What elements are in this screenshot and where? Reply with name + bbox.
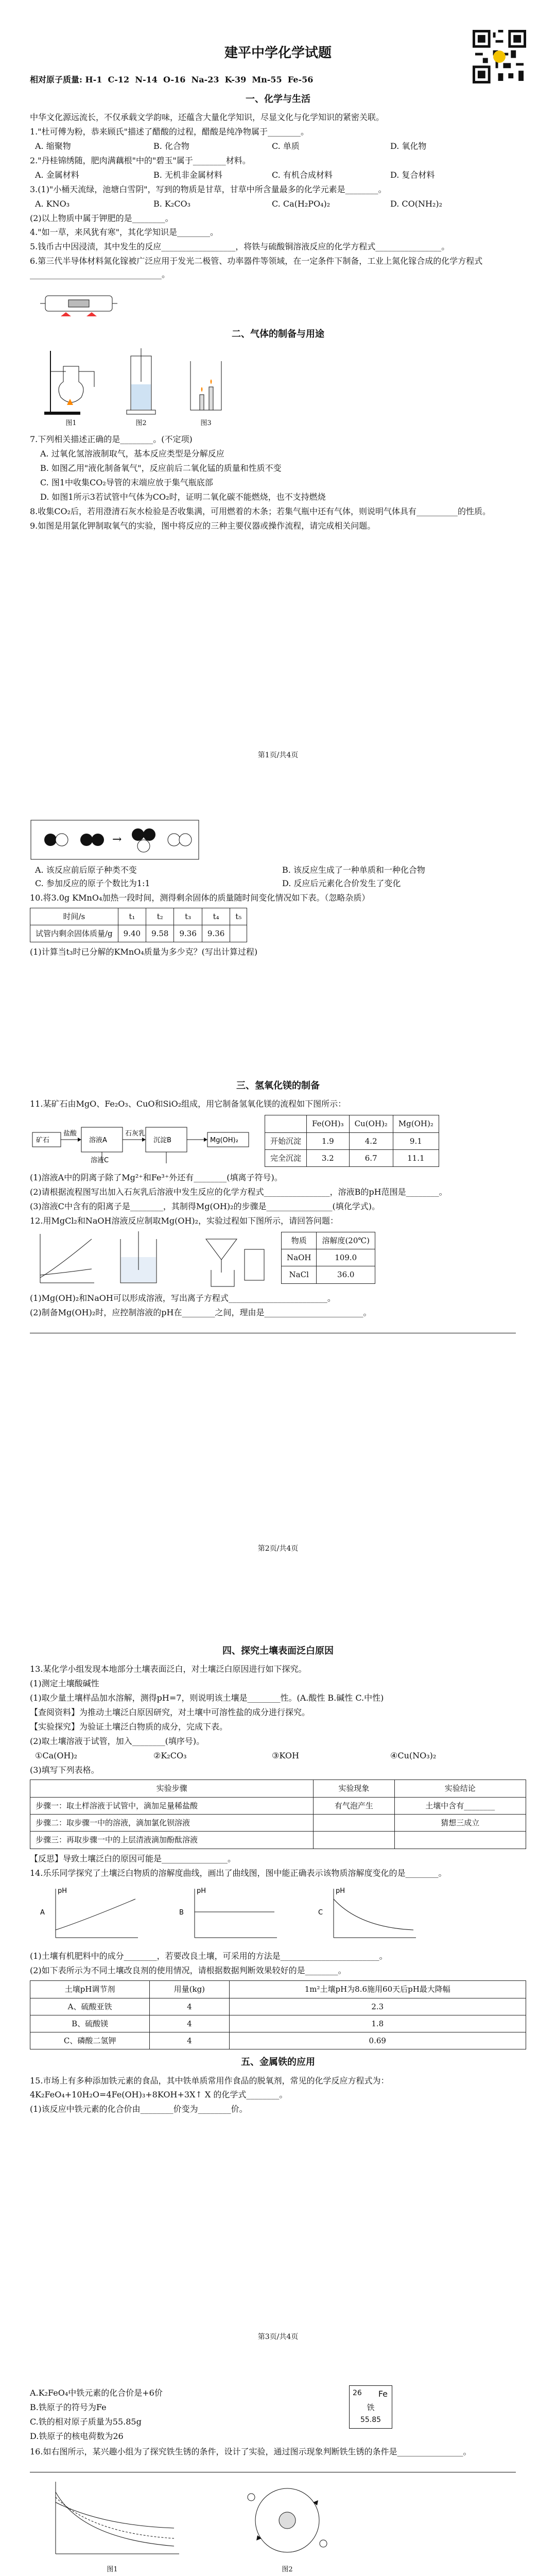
figure-caption: 图2: [282, 2565, 293, 2573]
option[interactable]: A. KNO₃: [35, 198, 70, 209]
question-15-equation: 4K₂FeO₄+10H₂O=4Fe(OH)₃+8KOH+3X↑ X 的化学式________。: [30, 2090, 288, 2100]
question-12a: (1)Mg(OH)₂和NaOH可以形成溶液，写出离子方程式________________________。: [30, 1293, 336, 1303]
svg-text:→: →: [112, 833, 122, 846]
corrosion-curve-figure: [40, 2477, 184, 2564]
options-q1: [35, 140, 526, 153]
ph-graph-a: [40, 1884, 143, 1945]
graph-option-label: A: [40, 1909, 45, 1917]
graph-option-label: B: [179, 1909, 184, 1917]
question-8: 8.收集CO₂后，若用澄清石灰水检验是否收集满，可用燃着的木条；若集气瓶中还有气体，则说明气体具有__________的性质。: [30, 506, 491, 516]
question-5: 5.钱币古中因浸渍，其中发生的反应__________________，将铁与硫酸铜溶液反应的化学方程式________________。: [30, 242, 450, 252]
table-cell: B、硫酸镁: [30, 2015, 150, 2032]
option[interactable]: B. K₂CO₃: [153, 198, 191, 209]
table-cell: C、磷酸二氢钾: [30, 2032, 150, 2049]
option[interactable]: C. Ca(H₂PO₄)₂: [272, 198, 331, 209]
ph-graph-c: [318, 1884, 421, 1945]
option[interactable]: D. 复合材料: [390, 170, 435, 180]
atom-item: H-1: [85, 75, 102, 85]
flow-node: 沉淀B: [153, 1137, 171, 1145]
table-cell: 9.40: [118, 925, 146, 942]
option[interactable]: B.铁原子的符号为Fe: [30, 2402, 107, 2412]
figure-caption: 图2: [135, 419, 147, 428]
gan-apparatus-figure: [40, 285, 117, 321]
question-11a: (1)溶液A中的阴离子除了Mg²⁺和Fe³⁺外还有________(填离子符号)。: [30, 1173, 283, 1183]
table-header-cell: 实验结论: [394, 1780, 526, 1797]
element-name: 铁: [367, 2403, 375, 2412]
table-q10: [30, 908, 247, 943]
graph-option-label: C: [318, 1909, 323, 1917]
option[interactable]: ③KOH: [272, 1750, 299, 1760]
table-row: [30, 1998, 526, 2015]
table-cell: 9.1: [393, 1132, 439, 1149]
flow-node: 溶液A: [89, 1137, 107, 1145]
page-3: [0, 1577, 556, 2360]
table-cell: t₂: [146, 908, 174, 925]
table-cell: 4: [150, 1998, 229, 2015]
candle-jar-figure: [180, 346, 232, 418]
option[interactable]: A.K₂FeO₄中铁元素的化合价是+6价: [30, 2388, 163, 2398]
atom-item: C-12: [108, 75, 130, 85]
figure-caption: 图1: [65, 419, 77, 428]
option[interactable]: B. 化合物: [153, 141, 189, 151]
ph-graphs: [40, 1884, 526, 1945]
table-header-cell: 用量(kg): [150, 1981, 229, 1998]
option[interactable]: C. 单质: [272, 141, 300, 151]
option[interactable]: C.铁的相对原子质量为55.85g: [30, 2416, 142, 2427]
element-number: 26: [353, 2389, 362, 2397]
option[interactable]: D. 氧化物: [390, 141, 427, 151]
question-14: 14.乐乐同学探究了土壤泛白物质的溶解度曲线，画出了曲线图，图中能正确表示该物质溶解度变化的是________。: [30, 1868, 447, 1878]
table-q11: [265, 1115, 439, 1167]
filter-figure: [190, 1229, 268, 1291]
option[interactable]: ②K₂CO₃: [153, 1750, 187, 1760]
table-cell: NaCl: [282, 1266, 317, 1283]
table-row: [30, 1797, 526, 1814]
question-16: 16.如右图所示，某兴趣小组为了探究铁生锈的条件，设计了实验，通过图示现象判断铁生锈的条件是________________。: [30, 2446, 472, 2456]
section-heading: 一、化学与生活: [246, 94, 310, 105]
page-footer: 第1页/共4页: [257, 751, 299, 760]
atom-item: N-14: [135, 75, 158, 85]
question-13c: 【实验探究】为验证土壤泛白物质的成分，完成下表。: [30, 1721, 228, 1732]
table-cell: NaOH: [282, 1249, 317, 1266]
answer-line[interactable]: [30, 1321, 516, 1333]
table-cell: 9.58: [146, 925, 174, 942]
table-row: [30, 2032, 526, 2049]
atom-item: Fe-56: [287, 75, 314, 85]
table-header-cell: [265, 1115, 307, 1132]
table-header-cell: 时间/s: [30, 908, 118, 925]
table-row: [30, 1780, 526, 1797]
table-cell: 开始沉淀: [265, 1132, 307, 1149]
table-row: [30, 908, 247, 925]
figure-1: [40, 346, 102, 429]
question-9: 9.如图是用氯化钾制取氧气的实验，图中将反应的三种主要仪器或操作流程，请完成相关问题。: [30, 520, 376, 531]
table-cell: t₁: [118, 908, 146, 925]
option[interactable]: C. 参加反应的原子个数比为1:1: [35, 878, 150, 888]
atom-item: O-16: [163, 75, 186, 85]
flow-node: 矿石: [36, 1137, 50, 1145]
table-header-cell: Cu(OH)₂: [349, 1115, 393, 1132]
question-11c: (3)溶液C中含有的阳离子是________，其制得Mg(OH)₂的步骤是________________(填化学式)。: [30, 1201, 380, 1211]
question-13e: (3)填写下列表格。: [30, 1765, 99, 1775]
option[interactable]: A. 缩聚物: [35, 141, 71, 151]
table-row: [282, 1266, 375, 1283]
table-cell: t₄: [202, 908, 230, 925]
question-10: 10.将3.0g KMnO₄加热一段时间，测得剩余固体的质量随时间变化情况如下表。（忽略杂质）: [30, 892, 370, 903]
question-13: 13.某化学小组发现本地部分土壤表面泛白，对土壤泛白原因进行如下探究。: [30, 1664, 307, 1674]
table-cell: 有气泡产生: [314, 1797, 394, 1814]
option[interactable]: B. 无机非金属材料: [153, 170, 222, 180]
atomic-mass-line: [30, 73, 526, 87]
question-13a: (1)测定土壤酸碱性: [30, 1679, 99, 1689]
question-1: 1."杜可傅为粉，恭来顾氏"描述了醋酸的过程，醋酸是纯净物属于________。: [30, 127, 309, 137]
question-15b: (1)该反应中铁元素的化合价由________价变为________价。: [30, 2104, 248, 2114]
table-cell: 3.2: [307, 1149, 350, 1166]
question-14a: (1)土壤有机肥料中的成分________，若要改良土壤，可采用的方法是________________________。: [30, 1951, 388, 1961]
table-cell: 4: [150, 2032, 229, 2049]
table-row: [30, 1981, 526, 1998]
table-header-cell: 1m²土壤pH为8.6施用60天后pH最大降幅: [229, 1981, 526, 1998]
table-row: [30, 1815, 526, 1832]
figure-1: [40, 2477, 184, 2575]
option[interactable]: B. 如图乙用"液化制备氧气"，反应前后二氧化锰的质量和性质不变: [40, 463, 282, 473]
table-solubility: [281, 1232, 375, 1284]
element-symbol: Fe: [378, 2389, 388, 2399]
beaker-figure: [110, 1229, 177, 1291]
question-13a-text: (1)取少量土壤样品加水溶解，测得pH=7，则说明该土壤是________性。(A.酸性 B.碱性 C.中性): [30, 1692, 384, 1703]
question-10b: (1)计算当t₃时已分解的KMnO₄质量为多少克？(写出计算过程): [30, 947, 258, 957]
table-cell: 猜想三成立: [394, 1815, 526, 1832]
table-header-cell: Mg(OH)₂: [393, 1115, 439, 1132]
page-footer: 第3页/共4页: [257, 2333, 299, 2342]
question-7: 7.下列相关描述正确的是________。(不定项): [30, 434, 193, 445]
axis-label: pH: [58, 1887, 67, 1895]
table-header-cell: 土壤pH调节剂: [30, 1981, 150, 1998]
option[interactable]: A. 该反应前后原子种类不变: [35, 865, 137, 875]
page-4: [0, 2365, 556, 2576]
circulation-cycle-figure: [231, 2477, 344, 2564]
question-3: 3.(1)"小桶天流绿，池塘白雪阴"，写到的物质是甘草，甘草中所含量最多的化学元素是________。: [30, 184, 387, 194]
table-row: [30, 925, 247, 942]
axis-label: pH: [336, 1887, 345, 1895]
option[interactable]: A. 金属材料: [35, 170, 79, 180]
table-row: [265, 1115, 439, 1132]
cylinder-figure: [115, 346, 167, 418]
table-header-cell: 溶解度(20℃): [317, 1232, 375, 1249]
intro-text: 中华文化源远流长，不仅承载文学韵味，还蕴含大量化学知识，尽显文化与化学知识的紧密关联。: [30, 112, 385, 123]
q11-figure-row: [30, 1112, 526, 1170]
apparatus-row: [40, 285, 526, 321]
page-title: 建平中学化学试题: [224, 45, 332, 61]
table-row: [30, 2015, 526, 2032]
question-13d: (2)取土壤溶液于试管，加入________(填序号)。: [30, 1736, 205, 1746]
question-4: 4."如一草，来风犹有寒"，其化学知识是________。: [30, 227, 218, 238]
option[interactable]: ①Ca(OH)₂: [35, 1750, 78, 1760]
page-1: [0, 0, 556, 778]
question-12: 12.用MgCl₂和NaOH溶液反应制取Mg(OH)₂，实验过程如下图所示，请回答问题：: [30, 1215, 339, 1226]
reaction-molecule-figure: [30, 819, 200, 860]
table-cell: 36.0: [317, 1266, 375, 1283]
table-row: [282, 1232, 375, 1249]
option[interactable]: C. 图1中收集CO₂导管的末端应放于集气瓶底部: [40, 477, 213, 487]
option[interactable]: D. 反应后元素化合价发生了变化: [282, 878, 401, 888]
question-6: 6.第三代半导体材料氮化镓被广泛应用于发光二极管、功率器件等领域，在一定条件下制备，工业上氮化镓合成的化学方程式________________________________。: [30, 256, 483, 280]
molecule-diagram: [30, 819, 526, 860]
table-header-cell: 实验现象: [314, 1780, 394, 1797]
table-row: [282, 1249, 375, 1266]
question-11b: (2)请根据流程图写出加入石灰乳后溶液中发生反应的化学方程式________________，溶液B的pH范围是________。: [30, 1187, 447, 1197]
table-cell[interactable]: [314, 1815, 394, 1832]
table-cell: 9.36: [174, 925, 202, 942]
table-row: [265, 1149, 439, 1166]
flask-apparatus-figure: [40, 346, 102, 418]
option[interactable]: D.铁原子的核电荷数为26: [30, 2431, 124, 2441]
question-14b: (2)如下表所示为不同土壤改良剂的使用情况，请根据数据判断效果较好的是________。: [30, 1965, 346, 1976]
q12-figure-row: [30, 1229, 526, 1291]
qr-code-icon: [473, 30, 526, 83]
table-cell: 2.3: [229, 1998, 526, 2015]
question-11: 11.某矿石由MgO、Fe₂O₃、CuO和SiO₂组成，用它制备氢氧化镁的流程如下图所示：: [30, 1099, 346, 1109]
figure-2: [231, 2477, 344, 2575]
options-q13: [35, 1749, 526, 1762]
section-heading: 三、氢氧化镁的制备: [236, 1080, 320, 1092]
flow-label: 盐酸: [63, 1130, 77, 1138]
options-q2: [35, 168, 526, 182]
table-cell: 4.2: [349, 1132, 393, 1149]
figure-caption: 图1: [107, 2565, 118, 2573]
table-q13: [30, 1780, 526, 1849]
q16-figures: [40, 2477, 526, 2575]
option[interactable]: D. CO(NH₂)₂: [390, 198, 443, 209]
table-cell: 9.36: [202, 925, 230, 942]
atom-item: Na-23: [191, 75, 219, 85]
atomic-mass-label: 相对原子质量:: [30, 75, 82, 85]
axis-label: pH: [197, 1887, 206, 1895]
question-13b: 【查阅资料】为推动土壤泛白原因研究，对土壤中可溶性盐的成分进行探究。: [30, 1707, 310, 1717]
table-cell: 土壤中含有________: [394, 1797, 526, 1814]
table-header-cell: Fe(OH)₃: [307, 1115, 350, 1132]
section-heading: 五、金属铁的应用: [241, 2057, 315, 2068]
table-header-cell: 试管内剩余固体质量/g: [30, 925, 118, 942]
options-q3: [35, 197, 526, 211]
table-cell: [394, 1832, 526, 1849]
question-2: 2."丹桂锦绣随，肥肉满藕根"中的"碧玉"属于________材料。: [30, 155, 251, 165]
option[interactable]: A. 过氧化氢溶液制取气，基本反应类型是分解反应: [40, 449, 224, 459]
option[interactable]: B. 该反应生成了一种单质和一种化合物: [282, 865, 425, 875]
table-cell: 步骤二：取步骤一中的溶液，滴加氯化钡溶液: [30, 1815, 314, 1832]
section-heading: 四、探究土壤表面泛白原因: [222, 1646, 334, 1656]
question-3b: (2)以上物质中属于钾肥的是________。: [30, 213, 173, 223]
question-13f: 【反思】导致土壤泛白的原因可能是________________。: [30, 1853, 236, 1863]
table-row: [265, 1132, 439, 1149]
table-cell: [230, 925, 247, 942]
figure-caption: 图3: [200, 419, 212, 428]
table-cell: 1.9: [307, 1132, 350, 1149]
ph-graph-b: [179, 1884, 282, 1945]
table-cell: 步骤三：再取步骤一中的上层清液滴加酚酞溶液: [30, 1832, 314, 1849]
option[interactable]: C. 有机合成材料: [272, 170, 333, 180]
table-cell: t₅: [230, 908, 247, 925]
q15-options-row: [30, 2385, 526, 2444]
table-header-cell: 物质: [282, 1232, 317, 1249]
table-cell: A、硫酸亚铁: [30, 1998, 150, 2015]
table-cell[interactable]: [314, 1832, 394, 1849]
table-cell: 完全沉淀: [265, 1149, 307, 1166]
table-cell: 6.7: [349, 1149, 393, 1166]
q15-options: [30, 2385, 336, 2444]
table-cell: t₃: [174, 908, 202, 925]
flow-node: Mg(OH)₂: [210, 1137, 238, 1145]
section-heading: 二、气体的制备与用途: [232, 329, 324, 340]
table-cell: 4: [150, 2015, 229, 2032]
atom-item: Mn-55: [252, 75, 282, 85]
table-cell: 1.8: [229, 2015, 526, 2032]
figure-2: [115, 346, 167, 429]
question-15: 15.市场上有多种添加铁元素的食品，其中铁单质常用作食品的脱氧剂，常见的化学反应方程式为：: [30, 2075, 389, 2086]
table-header-cell: 实验步骤: [30, 1780, 314, 1797]
periodic-element-card: [349, 2385, 392, 2429]
answer-line[interactable]: [30, 2461, 516, 2472]
figure-3: [180, 346, 232, 429]
option[interactable]: D. 如图1所示3若试管中气体为CO₂时，证明二氧化碳不能燃烧，也不支持燃烧: [40, 492, 326, 502]
atom-item: K-39: [224, 75, 247, 85]
solubility-graph-figure: [30, 1229, 97, 1291]
option[interactable]: ④Cu(NO₃)₂: [390, 1750, 437, 1760]
table-cell: 步骤一：取土样溶液于试管中，滴加足量稀盐酸: [30, 1797, 314, 1814]
table-cell: 0.69: [229, 2032, 526, 2049]
options-q9: [35, 863, 526, 890]
table-row: [30, 1832, 526, 1849]
process-flow-diagram: [30, 1112, 251, 1168]
table-cell: 109.0: [317, 1249, 375, 1266]
table-q14: [30, 1980, 526, 2049]
page-2: [0, 788, 556, 1571]
lab-figures: [40, 346, 526, 429]
page-footer: 第2页/共4页: [257, 1545, 299, 1553]
question-12b: (2)制备Mg(OH)₂时，应控制溶液的pH在________之间，理由是________________________。: [30, 1307, 372, 1317]
table-cell: 11.1: [393, 1149, 439, 1166]
flow-label: 石灰乳: [125, 1130, 146, 1138]
flow-node: 溶液C: [91, 1157, 109, 1165]
element-mass: 55.85: [360, 2416, 381, 2425]
